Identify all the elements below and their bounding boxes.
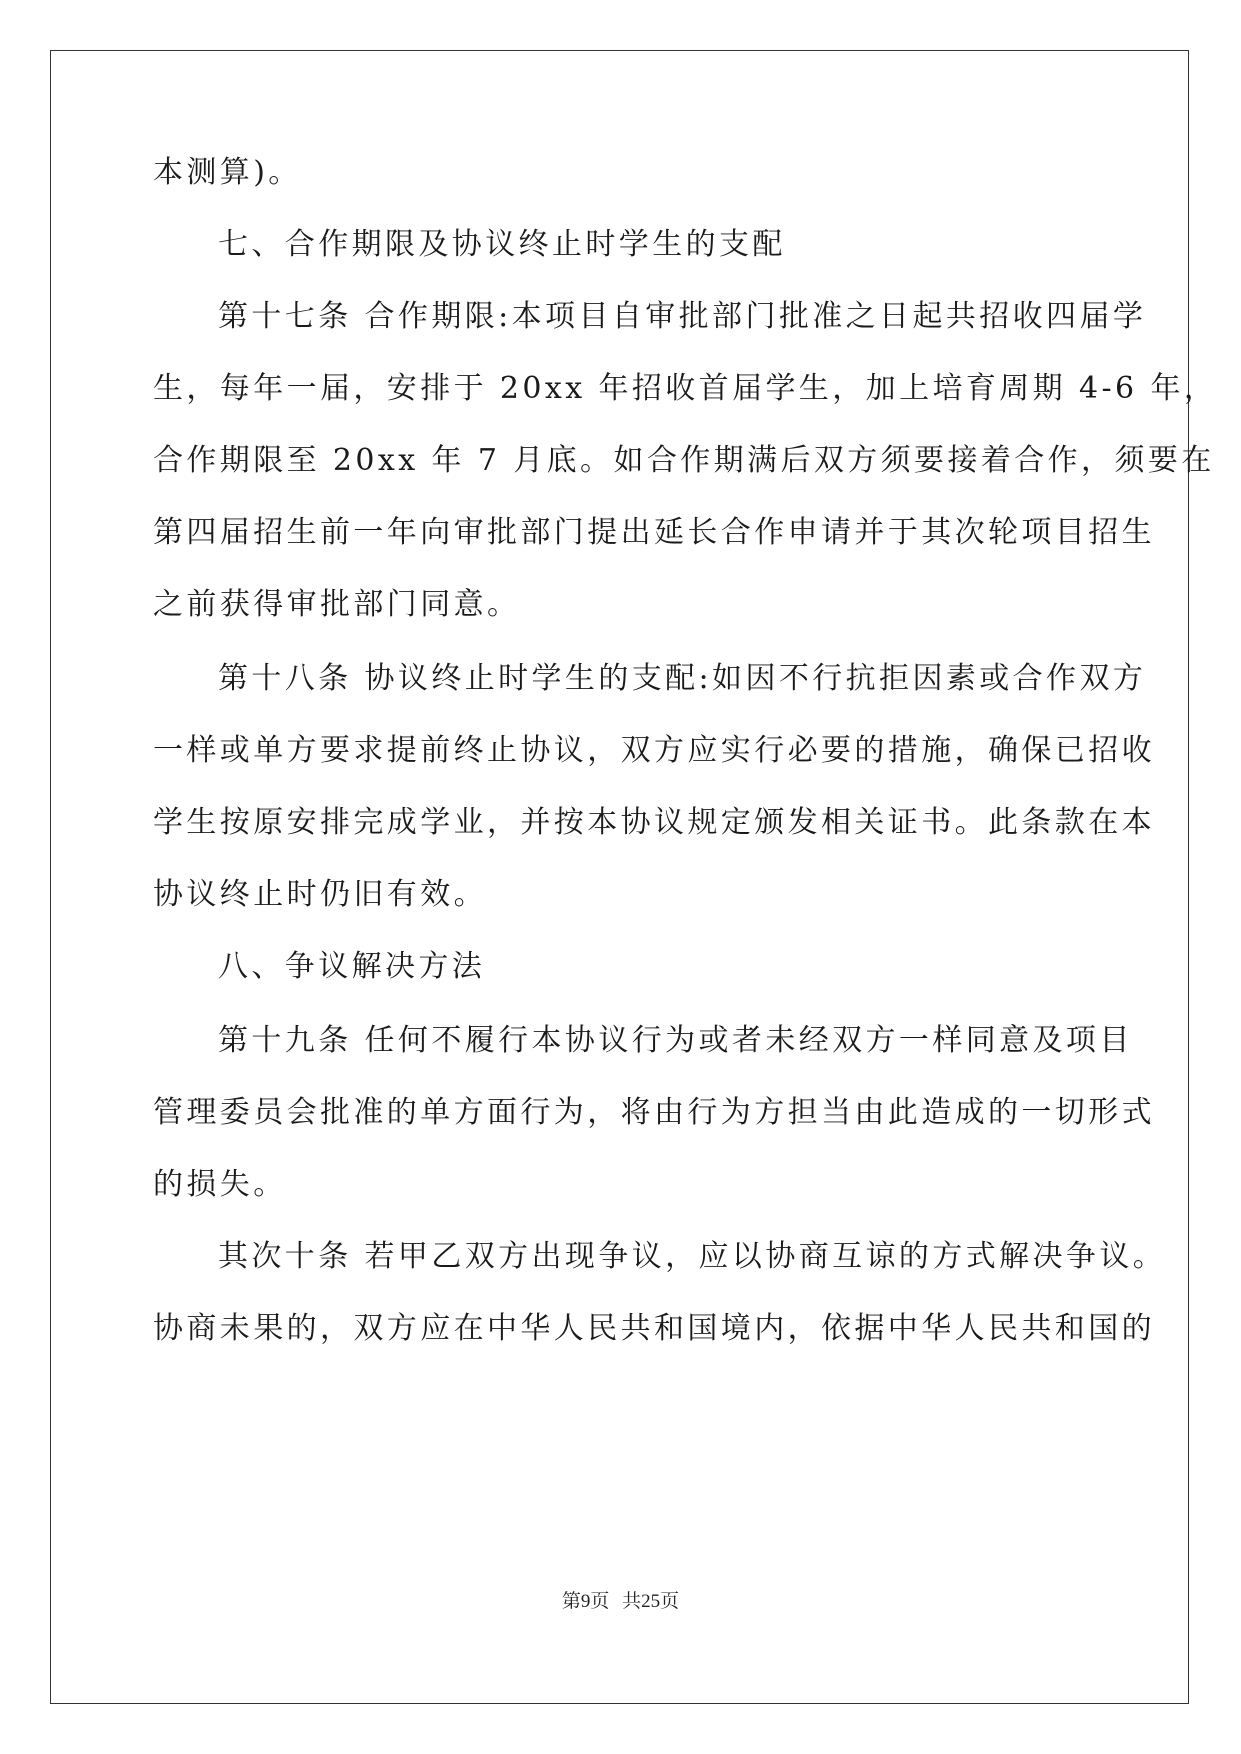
text-line: 一样或单方要求提前终止协议，双方应实行必要的措施，确保已招收 (153, 733, 1155, 768)
text-line: 学生按原安排完成学业，并按本协议规定颁发相关证书。此条款在本 (153, 805, 1155, 840)
page-number: 第9页 (561, 1591, 610, 1612)
text-line: 第十八条 协议终止时学生的支配:如因不行抗拒因素或合作双方 (218, 661, 1147, 696)
page-footer (0, 1590, 1241, 1614)
text-line: 协商未果的，双方应在中华人民共和国境内，依据中华人民共和国的 (153, 1311, 1155, 1346)
text-line: 之前获得审批部门同意。 (153, 587, 521, 622)
text-line: 本测算)。 (153, 155, 302, 190)
text-line: 其次十条 若甲乙双方出现争议，应以协商互谅的方式解决争议。 (218, 1239, 1167, 1274)
text-line: 协议终止时仍旧有效。 (153, 877, 487, 912)
text-line: 管理委员会批准的单方面行为，将由行为方担当由此造成的一切形式 (153, 1095, 1155, 1130)
page-total: 共25页 (622, 1591, 680, 1612)
text-line: 第四届招生前一年向审批部门提出延长合作申请并于其次轮项目招生 (153, 515, 1155, 550)
text-line: 的损失。 (153, 1167, 287, 1202)
text-line: 合作期限至 20xx 年 7 月底。如合作期满后双方须要接着合作，须要在 (153, 443, 1215, 478)
text-line: 第十九条 任何不履行本协议行为或者未经双方一样同意及项目 (218, 1023, 1133, 1058)
section-heading: 八、争议解决方法 (218, 949, 486, 984)
text-line: 生，每年一届，安排于 20xx 年招收首届学生，加上培育周期 4-6 年， (153, 371, 1218, 406)
text-line: 第十七条 合作期限:本项目自审批部门批准之日起共招收四届学 (218, 299, 1147, 334)
section-heading: 七、合作期限及协议终止时学生的支配 (218, 227, 786, 262)
